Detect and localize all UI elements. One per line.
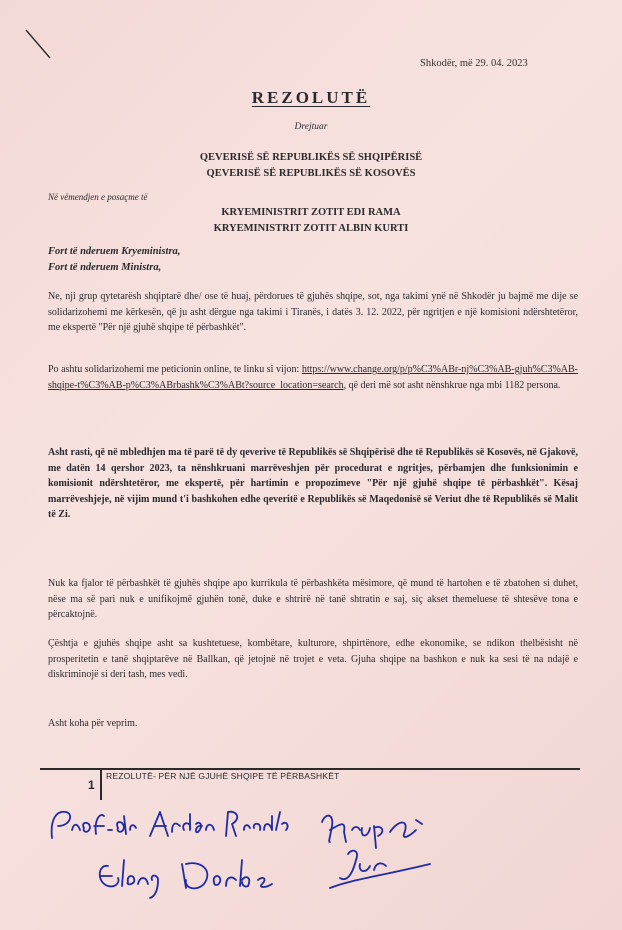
paragraph-request: Asht rasti, që në mbledhjen ma të parë të dy qeverive të Republikës së Shqipërisë dhe të Republikës së Kosovës, në Gjakovë, me datën 14 qershor 2023, ta nënshkruani marrëveshjen për procedurat e ngritjes, përbamjen dhe funksionimin e komisionit ndërshtetëror, me ekspertë, për hartimin e propozimeve "Për një gjuhë shqipe të përbashkët". Kësaj marrëveshjeje, në vijim mund t'i bashkohen edhe qeveritë e Republikës së Maqedonisë së Veriut dhe të Republikës së Malit të Zi. [48,447,578,520]
paragraph-dictionary: Nuk ka fjalor të përbashkët të gjuhës shqipe apo kurrikula të përbashkëta mësimore, që mund të hartohen e të zbatohen si duhet, nëse ma së pari nuk e unifikojmë gjuhën tonë, duke e shtrirë në tanë shtratin e saj, siç akset themeluese të shtesëve tona e përcaktojnë. [48,578,578,620]
recipient-pm-kurti: KRYEMINISTRIT ZOTIT ALBIN KURTI [213,223,409,234]
footer-running-title: REZOLUTË- PËR NJË GJUHË SHQIPE TË PËRBASHKËT [106,771,340,781]
attention-line: Në vëmendjen e posaçme të [48,192,148,202]
handwritten-signatures [0,790,622,930]
paragraph-petition [48,362,578,393]
paragraph-solidarity: Ne, nji grup qytetarësh shqiptarë dhe/ ose të huaj, përdorues të gjuhës shqipe, sot, nga takimi ynë në Shkodër ju bajmë me dije se solidarizohemi me kërkesën, që ju asht dërgue nga takimi i Tiranës, i datës 3. 12. 2022, për ngritjen e një komisioni ndërshtetëror, me ekspertë "Për një gjuhë shqipe të përbashkët". [48,291,578,333]
petition-intro: Po ashtu solidarizohemi me peticionin online, te linku si vijon: [48,364,300,375]
paragraph-importance: Çështja e gjuhës shqipe asht sa kushtetuese, kombëtare, kulturore, shpirtënore, edhe ekonomike, se ndikon thelbësisht në prosperitetin e tanë shqiptarëve në Ballkan, që jetojnë në trojet e veta. Gjuha shqipe na bashkon e nuk ka sesi të na ndajë e diskriminojë si deri tash, mes vedi. [48,638,578,680]
recipient-government-kosovo: QEVERISË SË REPUBLIKËS SË KOSOVËS [206,168,416,179]
place-date: Shkodër, më 29. 04. 2023 [420,58,528,69]
recipient-pm-rama: KRYEMINISTRIT ZOTIT EDI RAMA [221,207,401,218]
addressed-label: Drejtuar [294,122,328,132]
petition-outro: , që deri më sot asht nënshkrue nga mbi 1182 persona. [343,379,561,391]
recipient-government-albania: QEVERISË SË REPUBLIKËS SË SHQIPËRISË [199,152,423,163]
document-title: REZOLUTË [251,88,371,107]
salutation-ministers: Fort të nderuem Ministra, [48,262,162,273]
page-number: 1 [88,778,95,792]
petition-link[interactable]: https://www.change.org/p/p%C3%ABr-nj%C3%AB-gjuh%C3%AB-shqipe-t%C3%AB-p%C3%ABrbashk%C3%ABt?source_location=search [48,364,578,391]
salutation-prime-ministers: Fort të nderuem Kryeministra, [48,246,181,257]
paragraph-call-to-action: Asht koha për veprim. [48,718,138,729]
pen-mark [0,0,80,80]
footer-rule [40,768,580,770]
